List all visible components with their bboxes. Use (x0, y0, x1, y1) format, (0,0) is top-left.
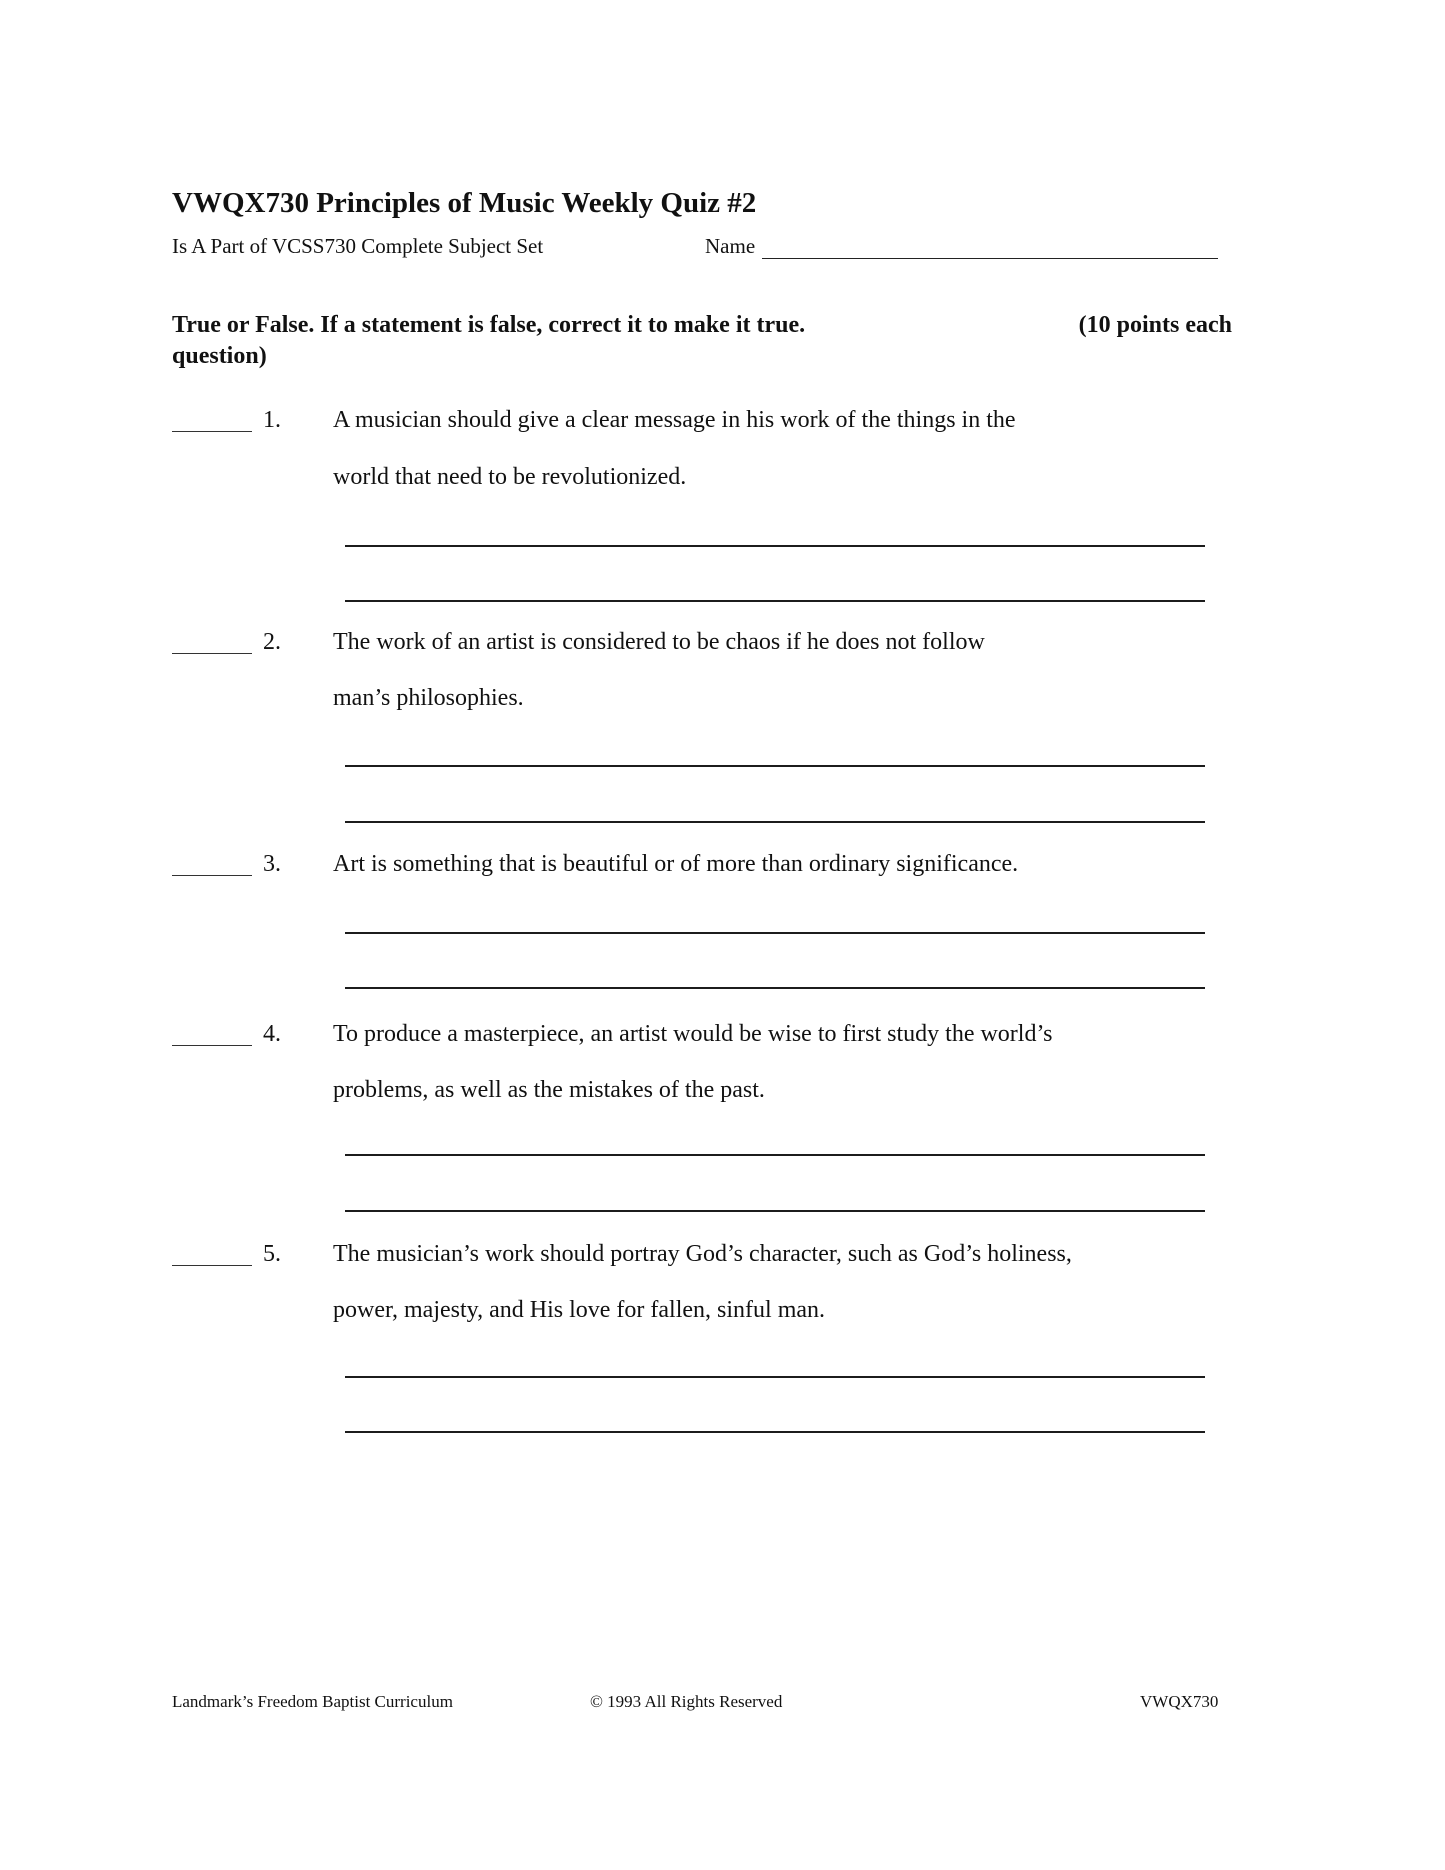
points-label: (10 points each (1078, 312, 1232, 338)
answer-blank[interactable] (172, 653, 252, 654)
instructions (172, 310, 1232, 372)
name-field[interactable] (762, 258, 1218, 259)
answer-blank[interactable] (172, 1265, 252, 1266)
footer-publisher: Landmark’s Freedom Baptist Curriculum (172, 1692, 453, 1711)
quiz-subtitle: Is A Part of VCSS730 Complete Subject Set (172, 234, 544, 258)
question-text-line: The musician’s work should portray God’s character, such as God’s holiness, (333, 1241, 1072, 1267)
correction-line[interactable] (345, 600, 1205, 602)
answer-blank[interactable] (172, 1045, 252, 1046)
quiz-title: VWQX730 Principles of Music Weekly Quiz #2 (172, 187, 757, 219)
question-text-line: world that need to be revolutionized. (333, 464, 687, 490)
footer-copyright: © 1993 All Rights Reserved (590, 1692, 783, 1711)
question-text-line: The work of an artist is considered to be chaos if he does not follow (333, 629, 985, 655)
question-text-line: problems, as well as the mistakes of the past. (333, 1077, 765, 1103)
correction-line[interactable] (345, 765, 1205, 767)
question-text-line: To produce a masterpiece, an artist would be wise to first study the world’s (333, 1021, 1053, 1047)
question-text-line: man’s philosophies. (333, 685, 524, 711)
footer-code: VWQX730 (1140, 1692, 1219, 1711)
question-number: 5. (263, 1241, 281, 1267)
correction-line[interactable] (345, 987, 1205, 989)
correction-line[interactable] (345, 1376, 1205, 1378)
correction-line[interactable] (345, 1431, 1205, 1433)
question-number: 4. (263, 1021, 281, 1047)
answer-blank[interactable] (172, 875, 252, 876)
correction-line[interactable] (345, 545, 1205, 547)
correction-line[interactable] (345, 821, 1205, 823)
name-label: Name (705, 234, 756, 258)
correction-line[interactable] (345, 1210, 1205, 1212)
correction-line[interactable] (345, 1154, 1205, 1156)
question-text-line: power, majesty, and His love for fallen, sinful man. (333, 1297, 826, 1323)
question-number: 1. (263, 407, 281, 433)
question-text-line: A musician should give a clear message in his work of the things in the (333, 407, 1016, 433)
instructions-text: True or False. If a statement is false, correct it to make it true. (172, 312, 806, 338)
question-text-line: Art is something that is beautiful or of more than ordinary significance. (333, 851, 1019, 877)
correction-line[interactable] (345, 932, 1205, 934)
question-number: 2. (263, 629, 281, 655)
answer-blank[interactable] (172, 431, 252, 432)
question-number: 3. (263, 851, 281, 877)
points-label-cont: question) (172, 343, 267, 369)
